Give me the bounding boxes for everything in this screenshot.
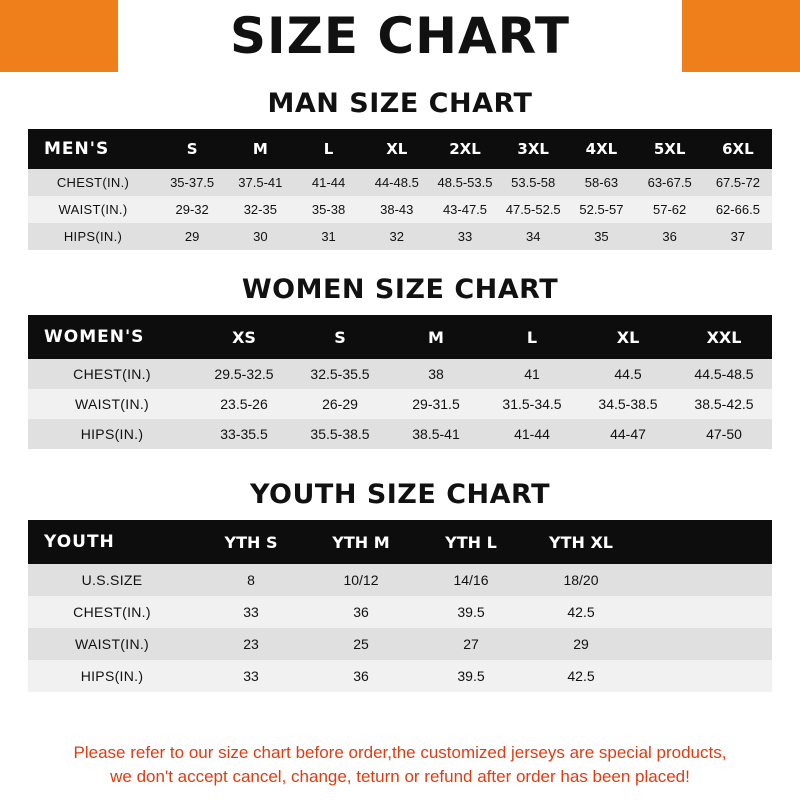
table-row	[28, 169, 772, 196]
table-row	[28, 359, 772, 389]
youth-r2-c3: 29	[526, 628, 636, 660]
man-r1-c3: 38-43	[363, 196, 431, 223]
youth-r1-c2: 39.5	[416, 596, 526, 628]
man-col-2: L	[294, 129, 362, 169]
youth-r1-c1: 36	[306, 596, 416, 628]
youth-col-0: YTH S	[196, 520, 306, 564]
women-col-1: S	[292, 315, 388, 359]
youth-r0-c3: 18/20	[526, 564, 636, 596]
man-r0-c2: 41-44	[294, 169, 362, 196]
banner-accent-right	[682, 0, 800, 72]
table-row	[28, 223, 772, 250]
youth-col-1: YTH M	[306, 520, 416, 564]
youth-r3-c2: 39.5	[416, 660, 526, 692]
page-title: SIZE CHART	[229, 7, 571, 65]
youth-r0-spacer	[636, 564, 772, 596]
women-r0-c0: 29.5-32.5	[196, 359, 292, 389]
women-r2-c2: 38.5-41	[388, 419, 484, 449]
table-row	[28, 628, 772, 660]
man-r0-c3: 44-48.5	[363, 169, 431, 196]
youth-header-label: YOUTH	[28, 520, 196, 564]
man-col-0: S	[158, 129, 226, 169]
women-row-1-label: WAIST(IN.)	[28, 389, 196, 419]
man-r1-c8: 62-66.5	[704, 196, 772, 223]
women-r1-c5: 38.5-42.5	[676, 389, 772, 419]
man-col-6: 4XL	[567, 129, 635, 169]
youth-r1-c0: 33	[196, 596, 306, 628]
youth-r2-spacer	[636, 628, 772, 660]
man-col-5: 3XL	[499, 129, 567, 169]
youth-r2-c1: 25	[306, 628, 416, 660]
women-table-body	[28, 359, 772, 449]
table-header-row	[28, 315, 772, 359]
youth-col-3: YTH XL	[526, 520, 636, 564]
man-r2-c6: 35	[567, 223, 635, 250]
man-r1-c0: 29-32	[158, 196, 226, 223]
youth-size-table	[28, 520, 772, 692]
youth-row-3-label: HIPS(IN.)	[28, 660, 196, 692]
man-r1-c5: 47.5-52.5	[499, 196, 567, 223]
women-col-0: XS	[196, 315, 292, 359]
order-policy-note	[0, 741, 800, 790]
women-r1-c1: 26-29	[292, 389, 388, 419]
women-r1-c3: 31.5-34.5	[484, 389, 580, 419]
man-r2-c1: 30	[226, 223, 294, 250]
women-col-4: XL	[580, 315, 676, 359]
header-banner	[0, 0, 800, 72]
youth-table-body	[28, 564, 772, 692]
man-r1-c4: 43-47.5	[431, 196, 499, 223]
man-r2-c3: 32	[363, 223, 431, 250]
man-r1-c6: 52.5-57	[567, 196, 635, 223]
women-r2-c4: 44-47	[580, 419, 676, 449]
man-r2-c5: 34	[499, 223, 567, 250]
table-row	[28, 660, 772, 692]
man-r0-c1: 37.5-41	[226, 169, 294, 196]
man-r2-c8: 37	[704, 223, 772, 250]
table-row	[28, 419, 772, 449]
women-r1-c0: 23.5-26	[196, 389, 292, 419]
man-r0-c8: 67.5-72	[704, 169, 772, 196]
man-r2-c4: 33	[431, 223, 499, 250]
youth-r3-c3: 42.5	[526, 660, 636, 692]
youth-r3-c0: 33	[196, 660, 306, 692]
women-col-5: XXL	[676, 315, 772, 359]
man-table-header	[28, 129, 772, 169]
man-r0-c0: 35-37.5	[158, 169, 226, 196]
note-line-2: we don't accept cancel, change, teturn or refund after order has been placed!	[110, 767, 690, 787]
man-r2-c7: 36	[636, 223, 704, 250]
women-r2-c1: 35.5-38.5	[292, 419, 388, 449]
man-r0-c6: 58-63	[567, 169, 635, 196]
women-table-header	[28, 315, 772, 359]
women-section-title: WOMEN SIZE CHART	[241, 274, 559, 305]
women-r2-c3: 41-44	[484, 419, 580, 449]
man-row-0-label: CHEST(IN.)	[28, 169, 158, 196]
youth-col-2: YTH L	[416, 520, 526, 564]
man-r1-c7: 57-62	[636, 196, 704, 223]
youth-r0-c2: 14/16	[416, 564, 526, 596]
table-row	[28, 564, 772, 596]
women-r1-c4: 34.5-38.5	[580, 389, 676, 419]
youth-r3-spacer	[636, 660, 772, 692]
youth-r1-c3: 42.5	[526, 596, 636, 628]
women-row-0-label: CHEST(IN.)	[28, 359, 196, 389]
table-row	[28, 596, 772, 628]
women-r2-c0: 33-35.5	[196, 419, 292, 449]
man-table-body	[28, 169, 772, 250]
women-col-3: L	[484, 315, 580, 359]
women-r1-c2: 29-31.5	[388, 389, 484, 419]
banner-accent-left	[0, 0, 118, 72]
women-r2-c5: 47-50	[676, 419, 772, 449]
youth-r0-c0: 8	[196, 564, 306, 596]
youth-row-2-label: WAIST(IN.)	[28, 628, 196, 660]
man-r1-c1: 32-35	[226, 196, 294, 223]
youth-r2-c0: 23	[196, 628, 306, 660]
man-col-4: 2XL	[431, 129, 499, 169]
women-r0-c5: 44.5-48.5	[676, 359, 772, 389]
youth-col-spacer	[636, 520, 772, 564]
women-r0-c1: 32.5-35.5	[292, 359, 388, 389]
man-r1-c2: 35-38	[294, 196, 362, 223]
youth-r1-spacer	[636, 596, 772, 628]
man-col-1: M	[226, 129, 294, 169]
man-r2-c0: 29	[158, 223, 226, 250]
youth-r0-c1: 10/12	[306, 564, 416, 596]
youth-section-title: YOUTH SIZE CHART	[249, 479, 551, 510]
table-header-row	[28, 520, 772, 564]
women-row-2-label: HIPS(IN.)	[28, 419, 196, 449]
man-r2-c2: 31	[294, 223, 362, 250]
man-section-title: MAN SIZE CHART	[267, 88, 533, 119]
man-r0-c5: 53.5-58	[499, 169, 567, 196]
table-row	[28, 196, 772, 223]
man-col-3: XL	[363, 129, 431, 169]
man-col-7: 5XL	[636, 129, 704, 169]
youth-table-header	[28, 520, 772, 564]
women-r0-c4: 44.5	[580, 359, 676, 389]
women-header-label: WOMEN'S	[28, 315, 196, 359]
youth-row-0-label: U.S.SIZE	[28, 564, 196, 596]
man-r0-c7: 63-67.5	[636, 169, 704, 196]
man-header-label: MEN'S	[28, 129, 158, 169]
youth-row-1-label: CHEST(IN.)	[28, 596, 196, 628]
women-col-2: M	[388, 315, 484, 359]
women-r0-c2: 38	[388, 359, 484, 389]
man-row-2-label: HIPS(IN.)	[28, 223, 158, 250]
man-size-table	[28, 129, 772, 250]
women-size-table	[28, 315, 772, 449]
youth-r2-c2: 27	[416, 628, 526, 660]
man-r0-c4: 48.5-53.5	[431, 169, 499, 196]
table-row	[28, 389, 772, 419]
table-header-row	[28, 129, 772, 169]
man-row-1-label: WAIST(IN.)	[28, 196, 158, 223]
man-col-8: 6XL	[704, 129, 772, 169]
youth-r3-c1: 36	[306, 660, 416, 692]
women-r0-c3: 41	[484, 359, 580, 389]
note-line-1: Please refer to our size chart before order,the customized jerseys are special products,	[73, 742, 727, 762]
